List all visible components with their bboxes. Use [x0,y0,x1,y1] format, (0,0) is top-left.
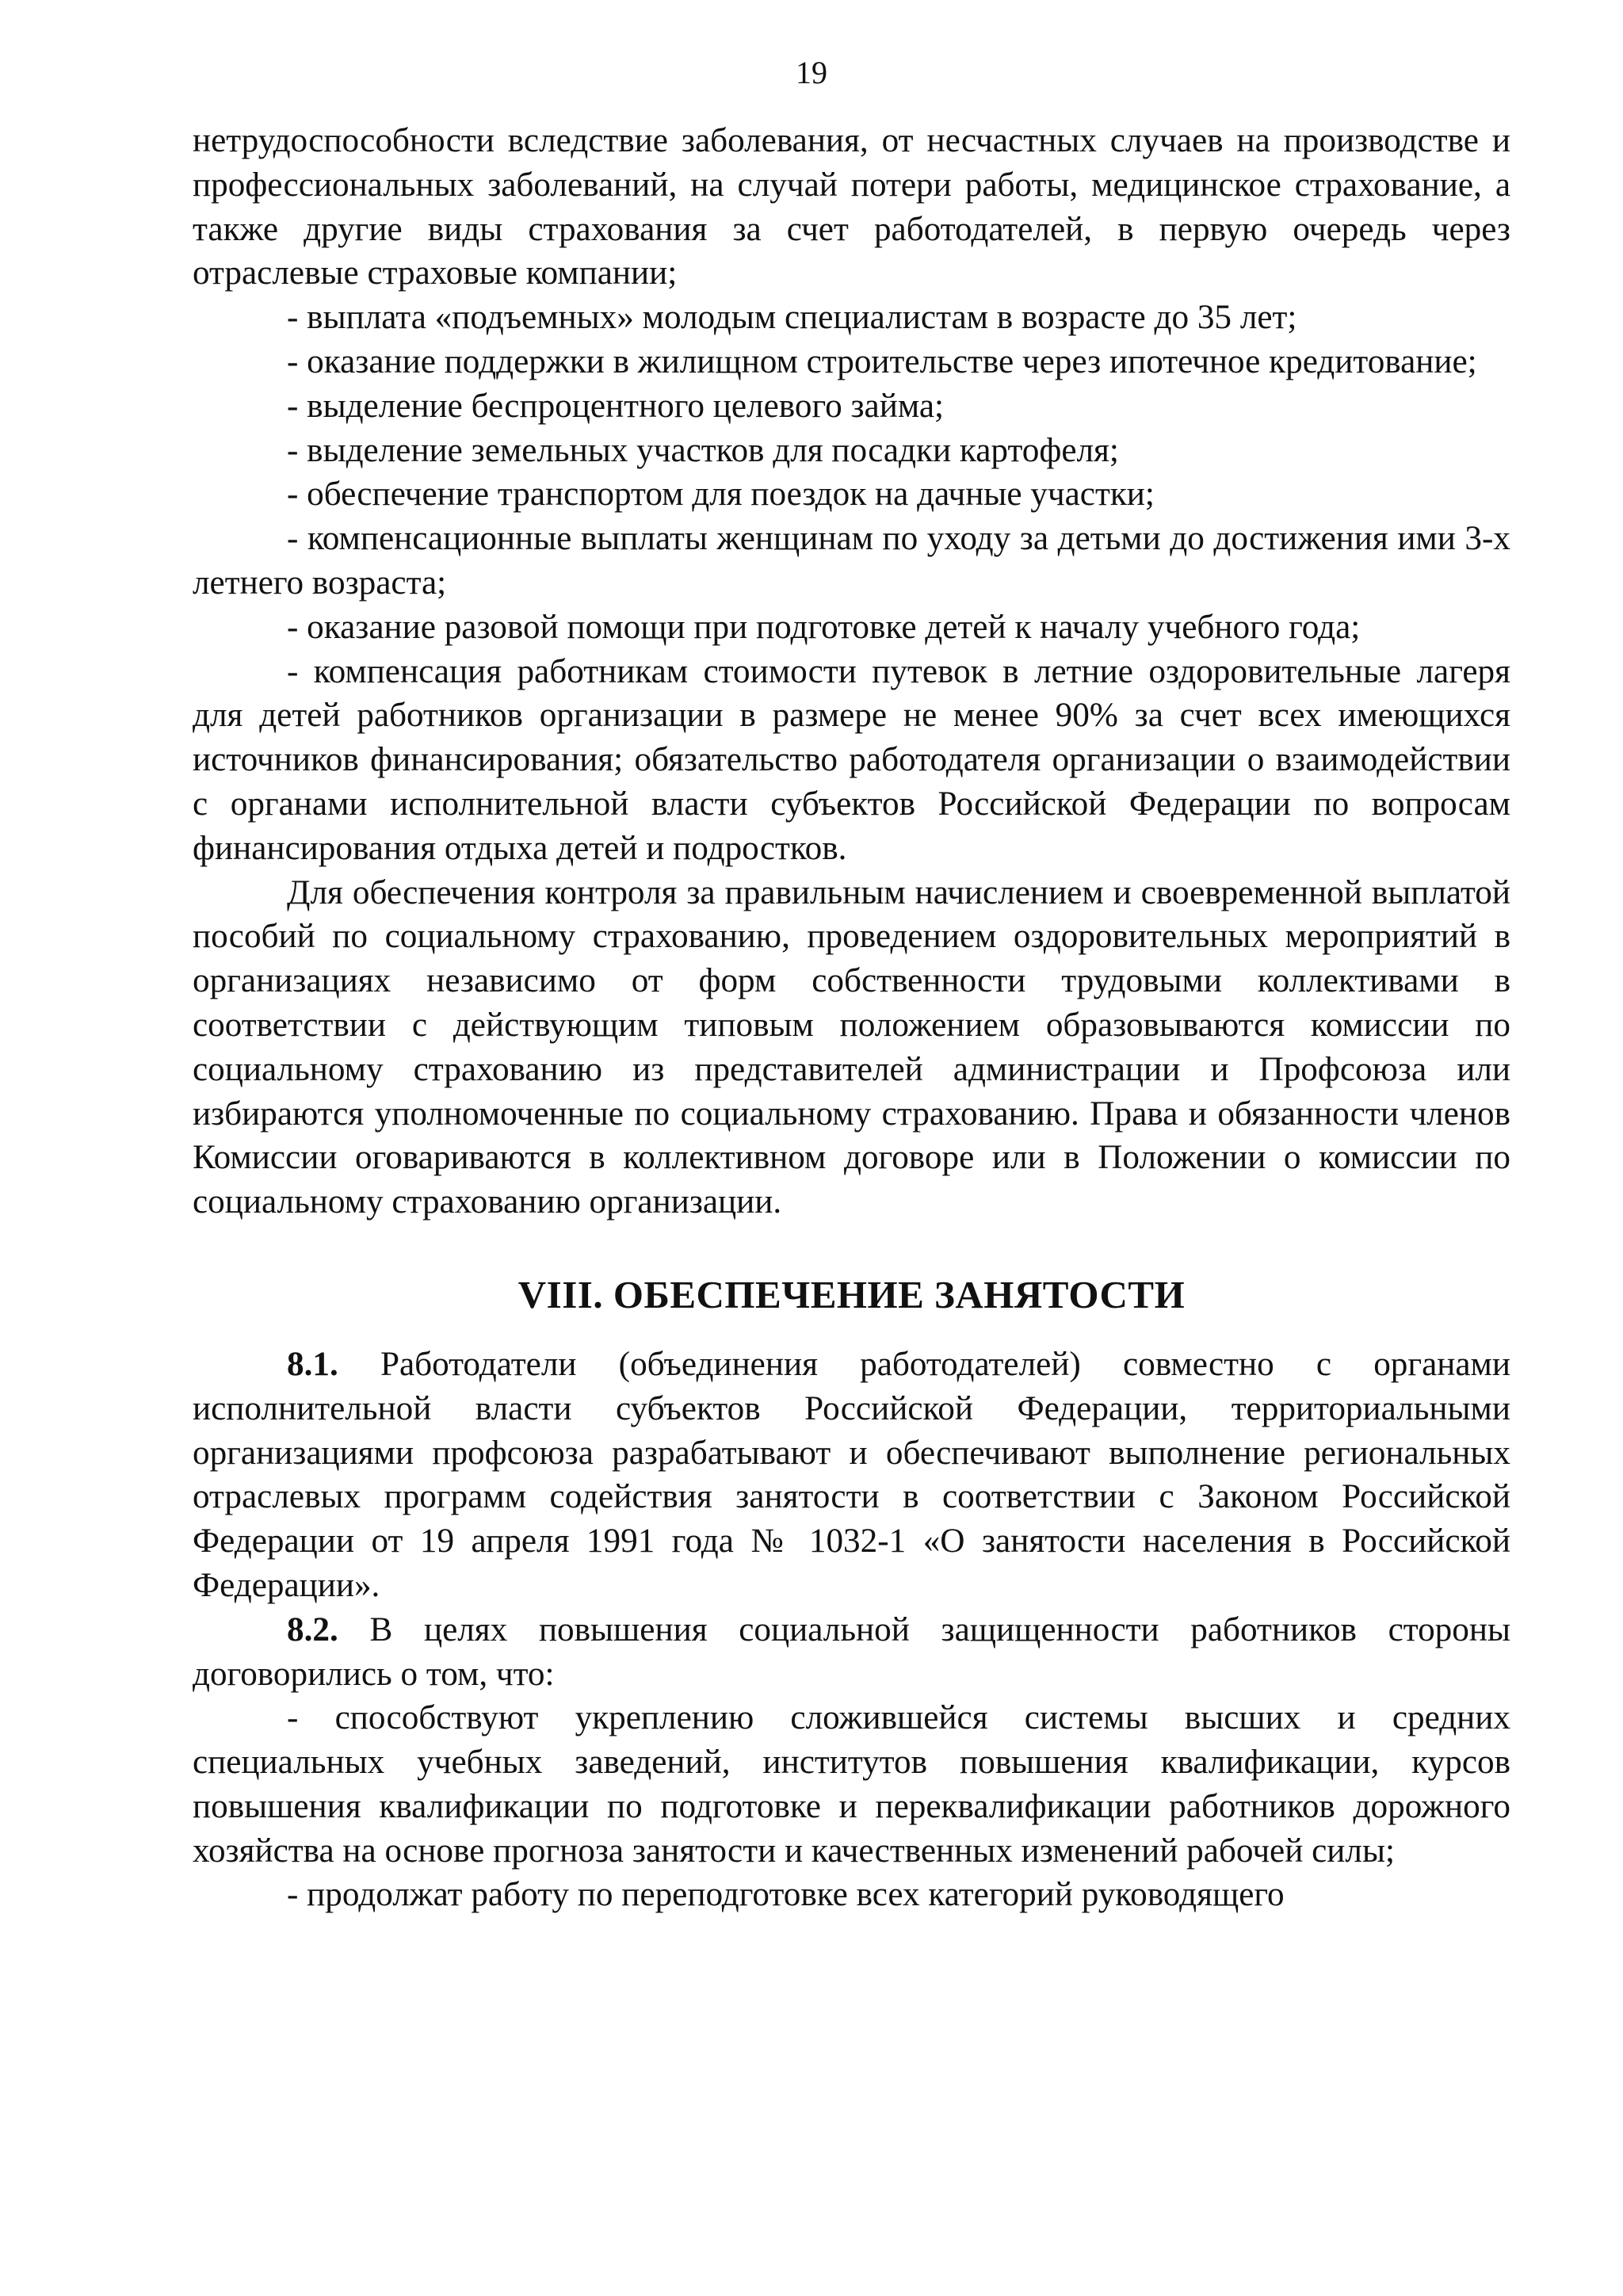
clause-text: В целях повышения социальной защищенности работников стороны договорились о том, что: [193,1610,1510,1693]
clause-8-2 [193,1608,1510,1697]
clause-number: 8.2. [287,1610,338,1648]
list-item-relocation-allowance: - выплата «подъемных» молодым специалистам в возрасте до 35 лет; [287,299,1297,337]
list-item-summer-camp-compensation: - компенсация работникам стоимости путевок в летние оздоровительные лагеря для детей работников организации в размере не менее 90% за счет всех имеющихся источников финансирования; обязательство работодателя организации о взаимодействии с органами исполнительной власти субъектов Российской Федерации по вопросам финансирования отдыха детей и подростков. [193,652,1510,867]
section-heading: VIII. ОБЕСПЕЧЕНИЕ ЗАНЯТОСТИ [517,1272,1186,1316]
list-item-interest-free-loan: - выделение беспроцентного целевого займа; [287,387,945,425]
list-item-transport: - обеспечение транспортом для поездок на дачные участки; [287,476,1155,514]
list-item-housing-support: - оказание поддержки в жилищном строительстве через ипотечное кредитование; [287,342,1477,380]
paragraph-continuation: нетрудоспособности вследствие заболевания, от несчастных случаев на производстве и профессиональных заболеваний, на случай потери работы, медицинское страхование, а также другие виды страхования за счет работодателей, в первую очередь через отраслевые страховые компании; [193,122,1510,292]
list-item-education-system: - способствуют укреплению сложившейся системы высших и средних специальных учебных заведений, институтов повышения квалификации, курсов повышения квалификации по подготовке и переквалификации работников дорожного хозяйства на основе прогноза занятости и качественных изменений рабочей силы; [193,1699,1510,1870]
paragraph-social-insurance-commission: Для обеспечения контроля за правильным начислением и своевременной выплатой пособий по социальному страхованию, проведением оздоровительных мероприятий в организациях независимо от форм собственности трудовыми коллективами в соответствии с действующим типовым положением образовываются комиссии по социальному страхованию из представителей администрации и Профсоюза или избираются уполномоченные по социальному страхованию. Права и обязанности членов Комиссии оговариваются в коллективном договоре или в Положении о комиссии по социальному страхованию организации. [193,873,1510,1221]
clause-8-1 [193,1343,1510,1608]
list-item-school-preparation-aid: - оказание разовой помощи при подготовке детей к началу учебного года; [287,608,1361,646]
document-body [193,119,1510,1917]
clause-text: Работодатели (объединения работодателей) совместно с органами исполнительной власти субъектов Российской Федерации, территориальными организациями профсоюза разрабатывают и обеспечивают выполнение региональных отраслевых программ содействия занятости в соответствии с Законом Российской Федерации от 19 апреля 1991 года № 1032-1 «О занятости населения в Российской Федерации». [193,1345,1510,1604]
list-item-retraining: - продолжат работу по переподготовке всех категорий руководящего [287,1876,1285,1914]
page-number: 19 [796,55,827,90]
list-item-land-plots: - выделение земельных участков для посадки картофеля; [287,431,1119,469]
list-item-childcare-payments: - компенсационные выплаты женщинам по уходу за детьми до достижения ими 3-х летнего возраста; [193,520,1510,602]
clause-number: 8.1. [287,1345,338,1383]
